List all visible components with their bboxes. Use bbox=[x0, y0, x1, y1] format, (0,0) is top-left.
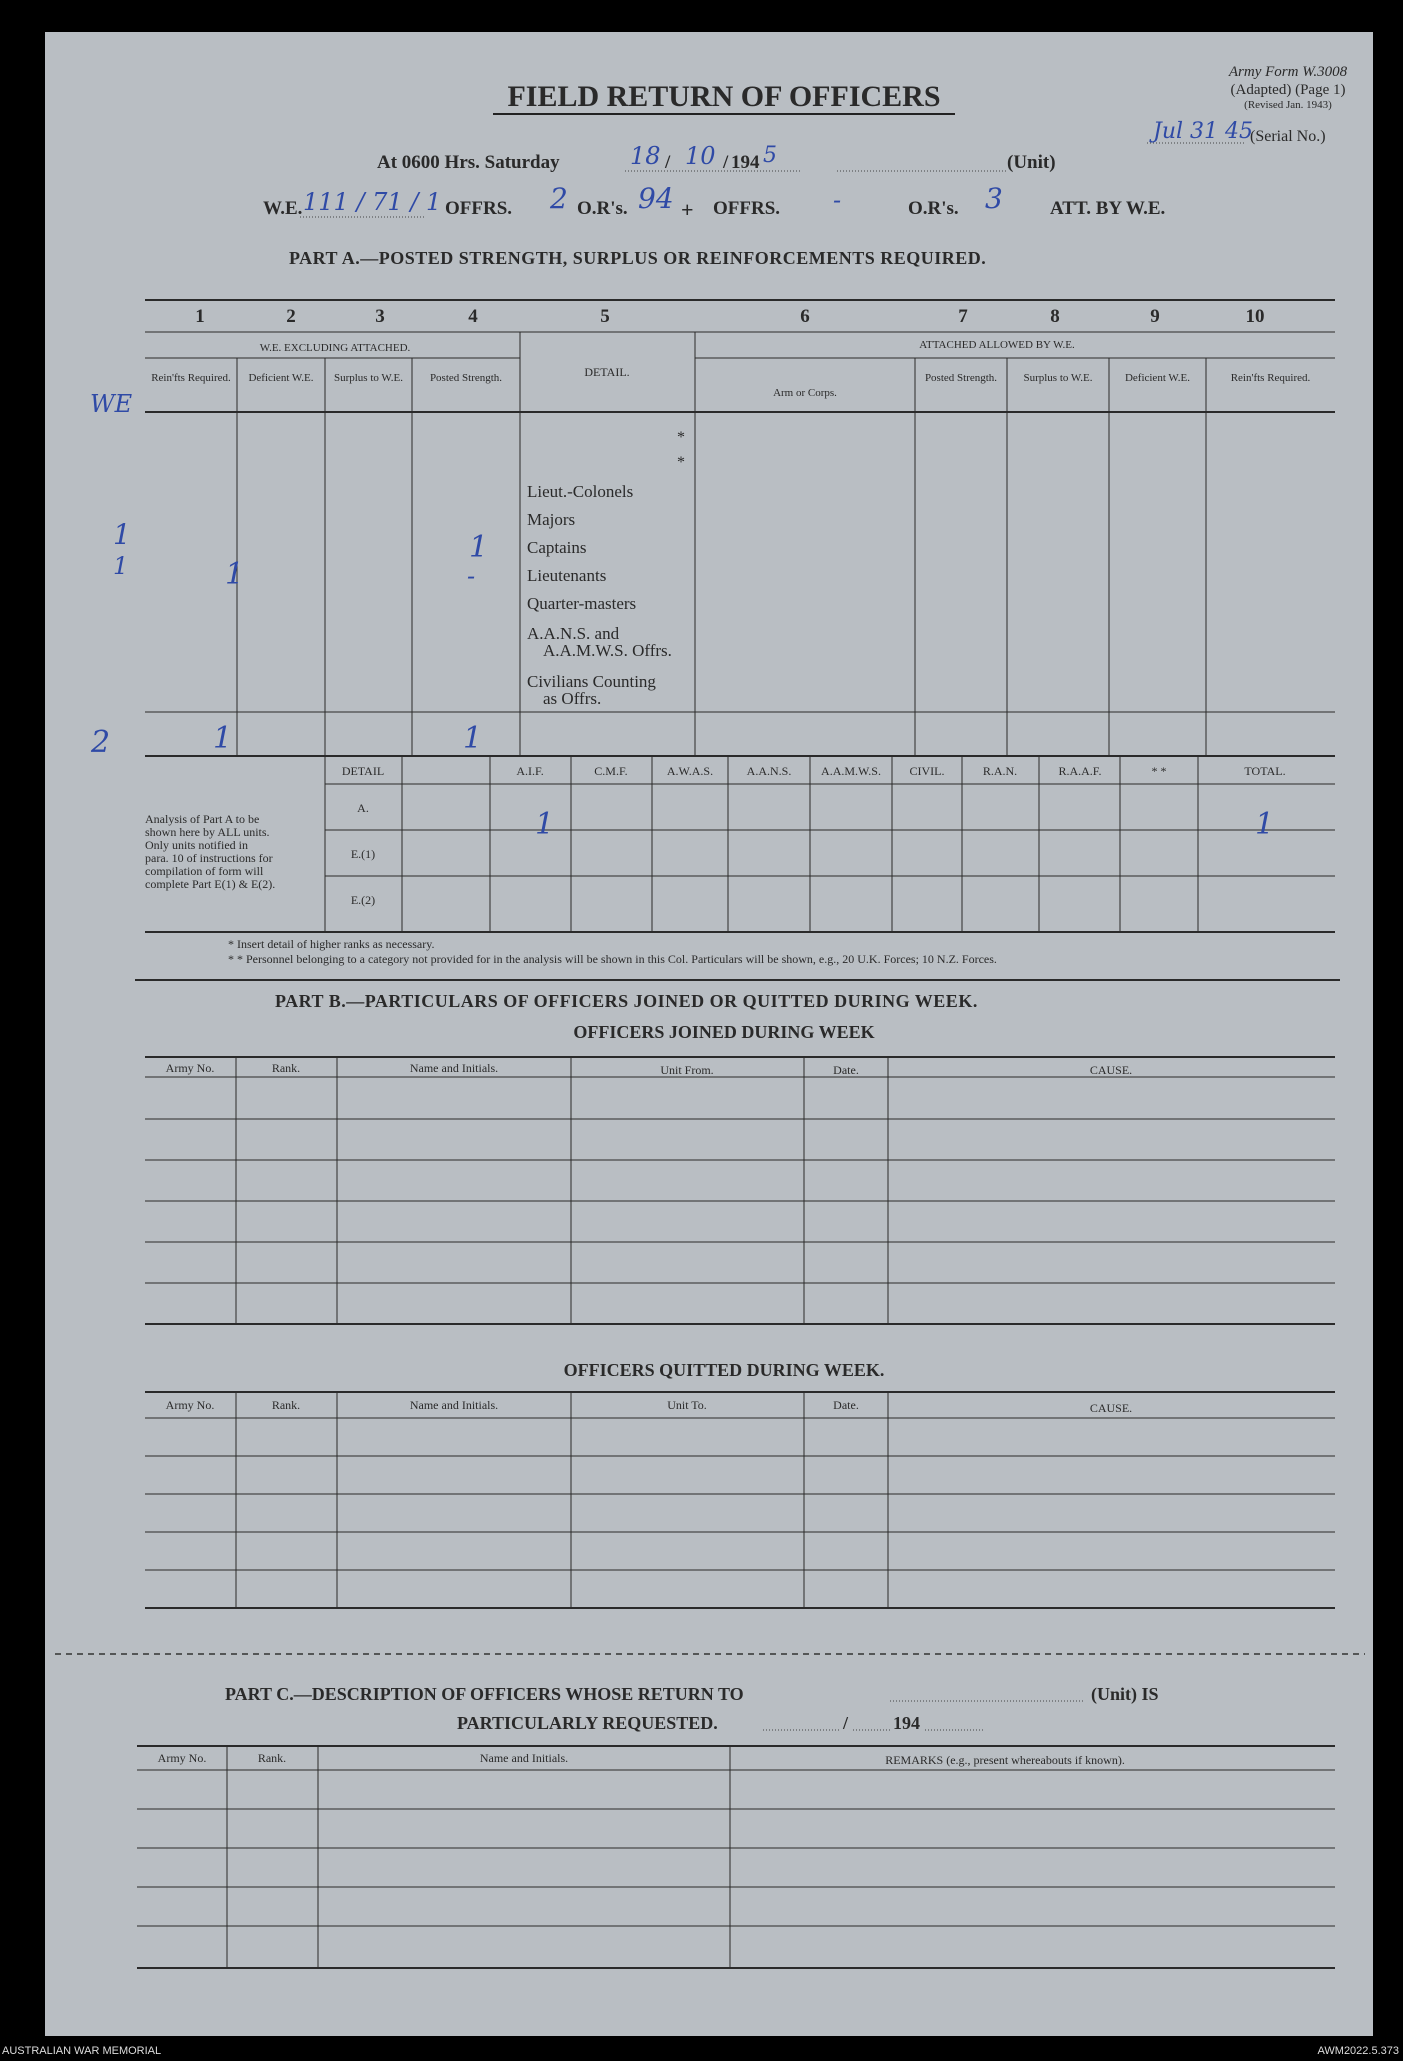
part-c-remarks: REMARKS (e.g., present whereabouts if known). bbox=[885, 1753, 1125, 1767]
col-number: 9 bbox=[1150, 306, 1160, 327]
joined-date: Date. bbox=[833, 1063, 859, 1077]
serial-label: (Serial No.) bbox=[1250, 128, 1326, 145]
year-prefix: 194 bbox=[731, 152, 760, 173]
quitted-army-no: Army No. bbox=[165, 1398, 215, 1412]
part-a-title: PART A.—POSTED STRENGTH, SURPLUS OR REINFORCEMENTS REQUIRED. bbox=[289, 248, 987, 268]
part-c-table bbox=[137, 1746, 1335, 1968]
detail-header: DETAIL. bbox=[584, 365, 630, 379]
col-number: 4 bbox=[468, 306, 478, 327]
rank-quarter-masters: Quarter-masters bbox=[527, 594, 637, 613]
column-numbers bbox=[195, 306, 1264, 327]
analysis-ran: R.A.N. bbox=[982, 764, 1018, 778]
part-c-line2: PARTICULARLY REQUESTED. bbox=[457, 1713, 718, 1733]
rank-civilians: Civilians Counting bbox=[527, 672, 656, 691]
posted-captains: 1 bbox=[469, 530, 489, 565]
rank-as-offrs: as Offrs. bbox=[543, 689, 602, 708]
joined-name: Name and Initials. bbox=[409, 1061, 499, 1075]
unit-label: (Unit) bbox=[1007, 152, 1056, 173]
joined-unit-from: Unit From. bbox=[660, 1063, 714, 1077]
we-label: W.E. bbox=[263, 198, 303, 219]
analysis-note-line: shown here by ALL units. bbox=[145, 825, 270, 839]
deficient-captains: 1 bbox=[225, 557, 245, 592]
margin-mark: 2 bbox=[91, 725, 111, 760]
joined-headers bbox=[166, 1061, 1133, 1077]
rank-captains: Captains bbox=[527, 538, 587, 557]
analysis-note-line: complete Part E(1) & E(2). bbox=[145, 877, 276, 891]
svg-text:/: / bbox=[723, 152, 729, 173]
quitted-title: OFFICERS QUITTED DURING WEEK. bbox=[563, 1360, 885, 1380]
analysis-note-line: Analysis of Part A to be bbox=[145, 812, 260, 826]
part-c-rank: Rank. bbox=[257, 1751, 287, 1765]
analysis-aif: A.I.F. bbox=[516, 764, 544, 778]
joined-cause: CAUSE. bbox=[1089, 1063, 1133, 1077]
part-c-name: Name and Initials. bbox=[479, 1751, 569, 1765]
footer-left: AUSTRALIAN WAR MEMORIAL bbox=[2, 2045, 162, 2057]
footer-right: AWM2022.5.373 bbox=[1317, 2045, 1399, 2057]
analysis-awas: A.W.A.S. bbox=[666, 764, 714, 778]
analysis-total: TOTAL. bbox=[1244, 764, 1286, 778]
joined-title: OFFICERS JOINED DURING WEEK bbox=[573, 1022, 875, 1042]
analysis-cmf: C.M.F. bbox=[594, 764, 628, 778]
col-right-deficient-we: Deficient W.E. bbox=[1124, 372, 1191, 384]
analysis-row-e1: E.(1) bbox=[350, 847, 376, 861]
analysis-aamws: A.A.M.W.S. bbox=[821, 764, 881, 778]
analysis-total-a: 1 bbox=[1255, 807, 1275, 842]
we-value: 111 / 71 / 1 bbox=[303, 188, 442, 216]
analysis-raaf: R.A.A.F. bbox=[1058, 764, 1102, 778]
we-excluding-header: W.E. EXCLUDING ATTACHED. bbox=[259, 342, 411, 354]
part-c-line1: PART C.—DESCRIPTION OF OFFICERS WHOSE RETURN TO bbox=[225, 1684, 744, 1704]
quitted-cause: CAUSE. bbox=[1089, 1401, 1133, 1415]
part-c-headers bbox=[158, 1751, 1125, 1767]
form-svg bbox=[45, 32, 1373, 2036]
margin-mark: 1 bbox=[113, 552, 129, 580]
form-paper bbox=[45, 32, 1373, 2036]
joined-rank: Rank. bbox=[271, 1061, 301, 1075]
joined-table bbox=[145, 1057, 1335, 1324]
rank-list bbox=[527, 482, 672, 708]
part-c-slash: / bbox=[843, 1713, 849, 1733]
rank-majors: Majors bbox=[527, 510, 576, 529]
col-arm-or-corps: Arm or Corps. bbox=[773, 387, 837, 399]
col-number: 6 bbox=[800, 306, 810, 327]
ors-label: O.R's. bbox=[577, 198, 628, 219]
quitted-rank: Rank. bbox=[271, 1398, 301, 1412]
date-month: 10 bbox=[685, 142, 716, 170]
part-b-title: PART B.—PARTICULARS OF OFFICERS JOINED OR QUITTED DURING WEEK. bbox=[275, 991, 978, 1011]
col-number: 1 bbox=[195, 306, 205, 327]
quitted-name: Name and Initials. bbox=[409, 1398, 499, 1412]
analysis-other: * * bbox=[1151, 764, 1167, 778]
part-c-year: 194 bbox=[893, 1713, 920, 1733]
year-suffix: 5 bbox=[763, 143, 777, 168]
at-line: At 0600 Hrs. Saturday bbox=[377, 152, 560, 173]
quitted-headers bbox=[166, 1398, 1133, 1415]
quitted-unit-to: Unit To. bbox=[667, 1398, 707, 1412]
col-number: 7 bbox=[958, 306, 968, 327]
quitted-table bbox=[145, 1392, 1335, 1608]
analysis-note-line: Only units notified in bbox=[145, 838, 248, 852]
total-deficient: 1 bbox=[213, 721, 233, 756]
col-reinfts-required: Rein'fts Required. bbox=[151, 372, 231, 384]
part-c-army-no: Army No. bbox=[157, 1751, 207, 1765]
col-right-surplus-we: Surplus to W.E. bbox=[1023, 372, 1093, 384]
col-number: 8 bbox=[1050, 306, 1060, 327]
posted-lieutenants: - bbox=[467, 562, 476, 590]
analysis-row-e2: E.(2) bbox=[350, 893, 376, 907]
analysis-aif-a: 1 bbox=[535, 807, 555, 842]
analysis-detail: DETAIL bbox=[341, 764, 385, 778]
ors-value: 94 bbox=[638, 182, 674, 215]
offrs2-value: - bbox=[833, 186, 842, 214]
analysis-headers bbox=[342, 764, 1286, 907]
col-deficient-we: Deficient W.E. bbox=[248, 372, 314, 384]
col-posted-strength: Posted Strength. bbox=[429, 372, 503, 384]
ors2-label: O.R's. bbox=[908, 198, 959, 219]
footnote-1: * Insert detail of higher ranks as necessary. bbox=[228, 937, 435, 951]
rank-aamws: A.A.M.W.S. Offrs. bbox=[543, 641, 672, 660]
analysis-aans: A.A.N.S. bbox=[746, 764, 792, 778]
analysis-note-line: compilation of form will bbox=[145, 864, 264, 878]
page-title: FIELD RETURN OF OFFICERS bbox=[507, 80, 941, 113]
col-number: 5 bbox=[600, 306, 610, 327]
rank-aans: A.A.N.S. and bbox=[527, 624, 620, 643]
footnote-2: * * Personnel belonging to a category not provided for in the analysis will be shown in this Col. Particulars will be shown, e.g., 20 U.K. Forces; 10 N.Z. Forces. bbox=[228, 952, 997, 966]
analysis-row-a: A. bbox=[357, 801, 369, 815]
offrs-label: OFFRS. bbox=[445, 198, 513, 219]
col-right-reinfts-required: Rein'fts Required. bbox=[1230, 372, 1311, 384]
analysis-note-line: para. 10 of instructions for bbox=[145, 851, 273, 865]
star-marker: * bbox=[677, 429, 685, 446]
col-right-posted-strength: Posted Strength. bbox=[924, 372, 998, 384]
margin-we: WE bbox=[90, 390, 133, 418]
ors2-value: 3 bbox=[985, 182, 1003, 215]
col-number: 10 bbox=[1245, 306, 1265, 327]
offrs-value: 2 bbox=[550, 182, 568, 215]
col-number: 3 bbox=[375, 306, 385, 327]
analysis-table bbox=[145, 756, 1335, 932]
star-marker: * bbox=[677, 454, 685, 471]
rank-lieutenants: Lieutenants bbox=[527, 566, 607, 585]
serial-value: Jul 31 45 bbox=[1153, 119, 1253, 144]
margin-mark: 1 bbox=[113, 518, 131, 551]
plus-sign: + bbox=[681, 197, 694, 222]
col-surplus-we: Surplus to W.E. bbox=[333, 372, 404, 384]
part-a-table bbox=[145, 300, 1335, 756]
total-posted: 1 bbox=[463, 721, 483, 756]
analysis-note bbox=[145, 812, 275, 891]
date-day: 18 bbox=[630, 142, 661, 170]
form-revised: (Revised Jan. 1943) bbox=[1244, 99, 1332, 111]
offrs2-label: OFFRS. bbox=[713, 198, 781, 219]
attached-allowed-header: ATTACHED ALLOWED BY W.E. bbox=[919, 339, 1075, 351]
col-number: 2 bbox=[286, 306, 296, 327]
svg-text:/: / bbox=[665, 152, 671, 173]
form-id: Army Form W.3008 bbox=[1228, 64, 1348, 80]
joined-army-no: Army No. bbox=[165, 1061, 215, 1075]
analysis-civil: CIVIL. bbox=[909, 764, 945, 778]
part-c-unit-is: (Unit) IS bbox=[1091, 1684, 1159, 1704]
form-adapted: (Adapted) (Page 1) bbox=[1230, 82, 1346, 98]
rank-lieut-colonels: Lieut.-Colonels bbox=[527, 482, 634, 501]
att-label: ATT. BY W.E. bbox=[1050, 198, 1166, 219]
quitted-date: Date. bbox=[833, 1398, 859, 1412]
